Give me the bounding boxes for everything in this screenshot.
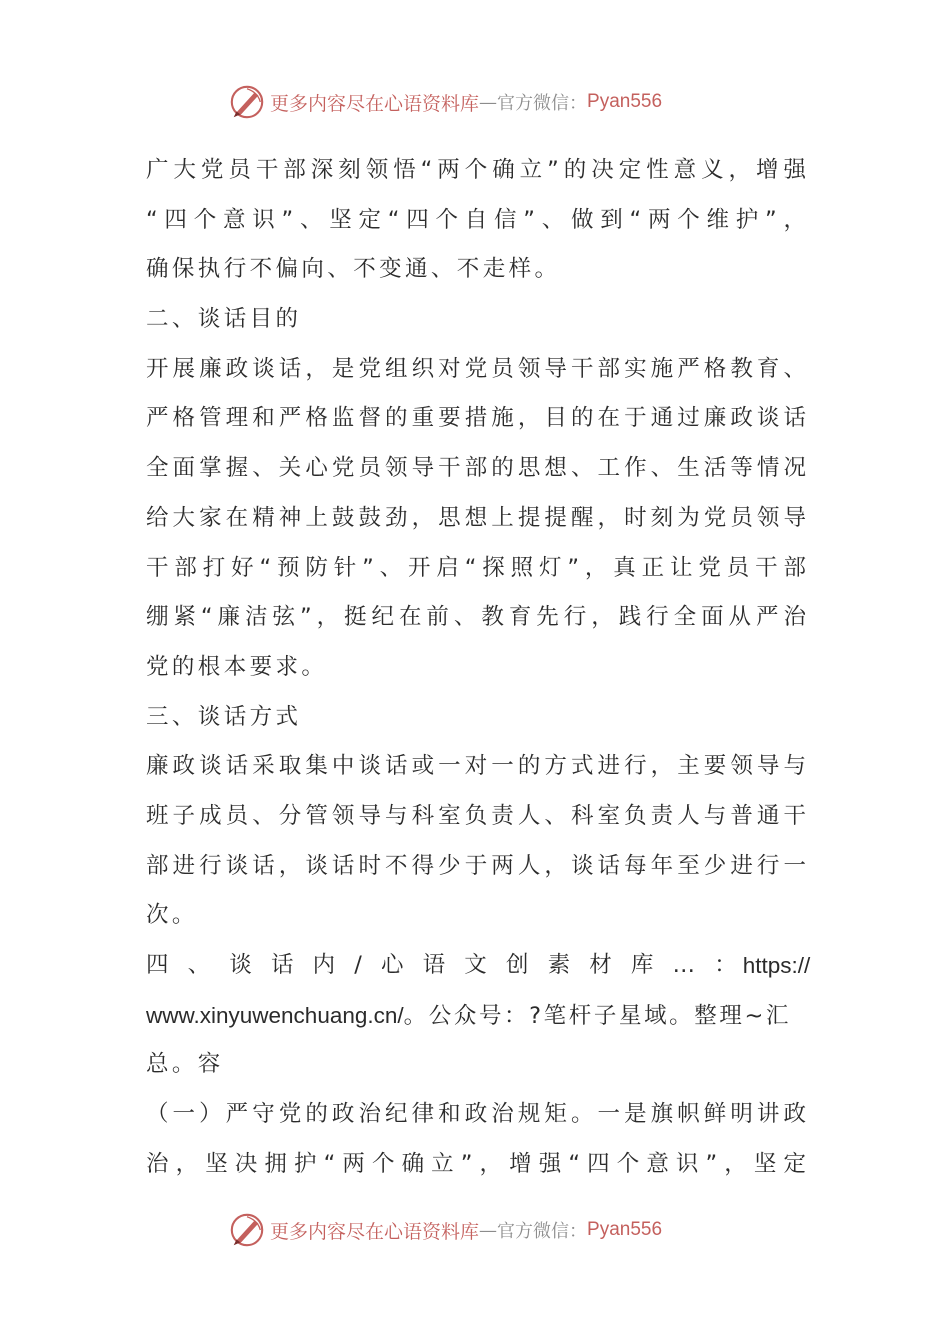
footer-banner [228, 1210, 748, 1250]
text-line: 全面掌握、关心党员领导干部的思想、工作、生活等情况 [146, 455, 806, 482]
banner-main-text: 更多内容尽在心语资料库 [270, 92, 480, 115]
pen-logo-icon [228, 83, 266, 121]
text-line: 绷紧“廉洁弦”，挺纪在前、教育先行，践行全面从严治 [146, 604, 806, 631]
watermark-line: 总。容 [146, 1051, 224, 1078]
watermark-line [146, 991, 806, 1041]
watermark-text-cn: 。公众号：?笔杆子星域。整理~汇 [403, 1002, 792, 1029]
watermark-url: www.xinyuwenchuang.cn/ [146, 1002, 404, 1028]
header-banner [228, 82, 748, 122]
banner-dash: — [479, 1219, 498, 1241]
text-line: 开展廉政谈话，是党组织对党员领导干部实施严格教育、 [146, 355, 806, 382]
section-heading: 三、谈话方式 [146, 703, 302, 730]
text-line: 次。 [146, 902, 198, 929]
pen-logo-icon [228, 1211, 266, 1249]
text-line: 党的根本要求。 [146, 653, 328, 680]
text-line: （一）严守党的政治纪律和政治规矩。一是旗帜鲜明讲政 [146, 1101, 806, 1128]
text-line: 部进行谈话，谈话时不得少于两人，谈话每年至少进行一 [146, 852, 806, 879]
document-body [146, 146, 811, 1189]
text-line: “四个意识”、坚定“四个自信”、做到“两个维护”， [146, 206, 806, 233]
banner-dash: — [479, 91, 498, 113]
text-line: 干部打好“预防针”、开启“探照灯”，真正让党员干部 [146, 554, 806, 581]
watermark-url-part: https:// [742, 953, 811, 978]
text-line: 给大家在精神上鼓鼓劲，思想上提提醒，时刻为党员领导 [146, 504, 806, 531]
watermark-text-cn: 四 、 谈 话 内 / 心 语 文 创 素 材 库 … ： [146, 952, 743, 978]
text-line: 确保执行不偏向、不变通、不走样。 [146, 256, 561, 283]
banner-wechat-id: Pyan556 [587, 91, 663, 112]
text-line: 严格管理和严格监督的重要措施，目的在于通过廉政谈话 [146, 405, 806, 432]
text-line: 治，坚决拥护“两个确立”，增强“四个意识”，坚定 [146, 1150, 806, 1177]
text-line: 班子成员、分管领导与科室负责人、科室负责人与普通干 [146, 802, 806, 829]
banner-main-text: 更多内容尽在心语资料库 [270, 1220, 480, 1243]
text-line: 广大党员干部深刻领悟“两个确立”的决定性意义，增强 [146, 157, 806, 183]
text-line: 廉政谈话采取集中谈话或一对一的方式进行，主要领导与 [146, 753, 806, 780]
watermark-line [146, 941, 811, 991]
banner-label: 官方微信： [497, 1221, 588, 1242]
banner-label: 官方微信： [497, 93, 588, 114]
section-heading: 二、谈话目的 [146, 306, 302, 333]
banner-wechat-id: Pyan556 [587, 1219, 663, 1240]
